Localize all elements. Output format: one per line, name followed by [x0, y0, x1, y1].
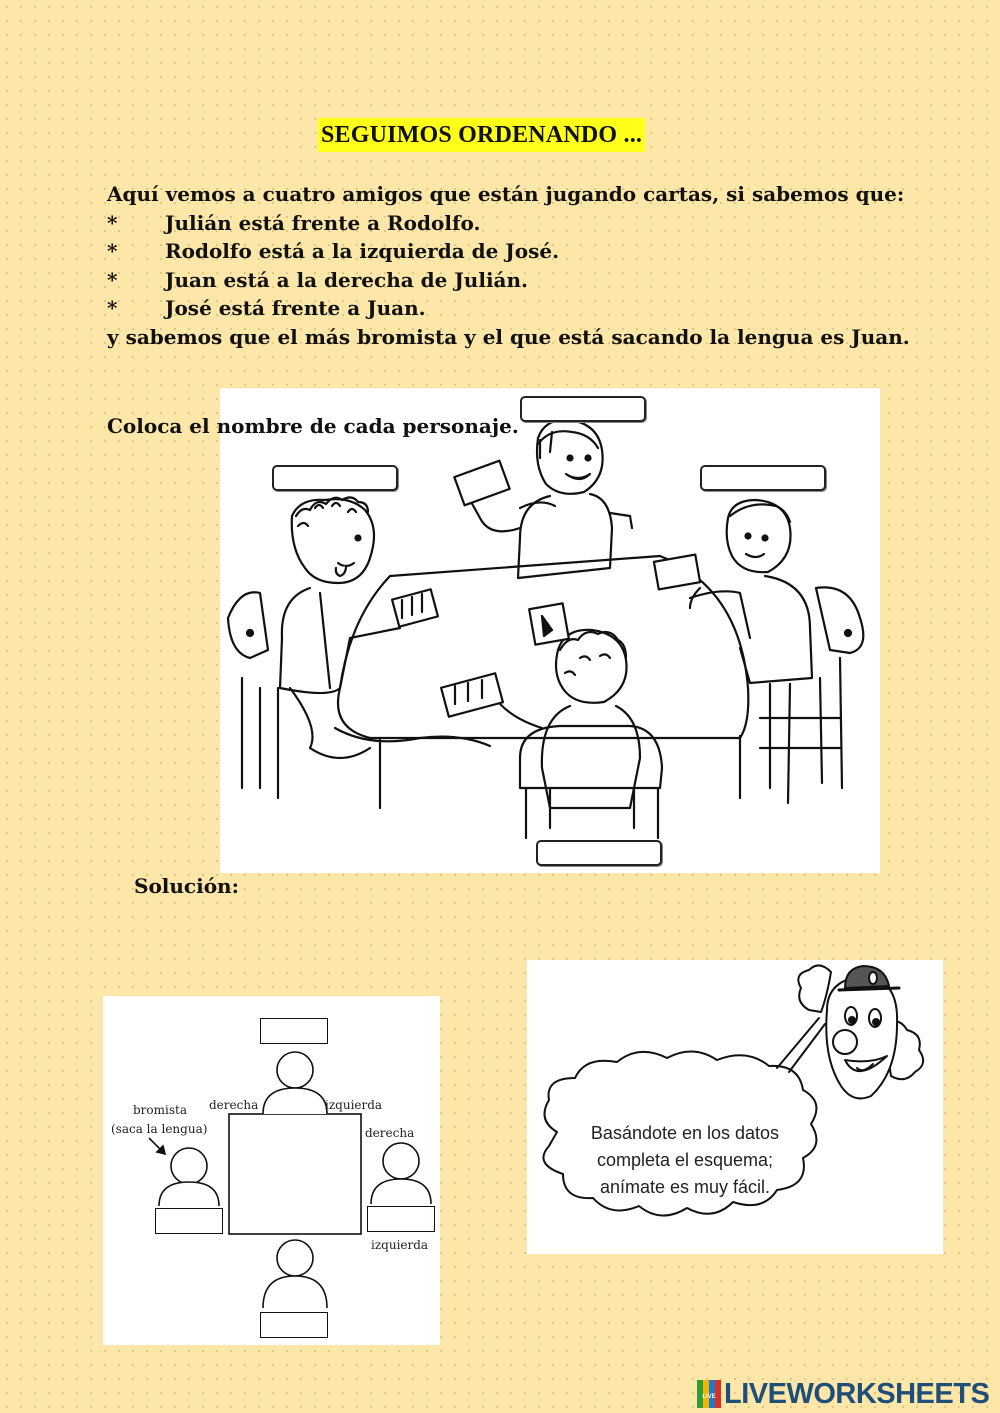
answer-box-bottom[interactable] — [536, 840, 662, 866]
label-bromista: bromista — [133, 1103, 187, 1117]
problem-statement — [107, 180, 927, 351]
clue-3: * Juan está a la derecha de Julián. — [107, 267, 528, 292]
speech-bubble-text — [565, 1120, 805, 1201]
logo-text: LIVEWORKSHEETS — [724, 1377, 990, 1410]
schema-box-top[interactable] — [260, 1018, 328, 1044]
answer-box-left[interactable] — [272, 465, 398, 491]
card-players-drawing — [220, 388, 880, 873]
schema-box-bottom[interactable] — [260, 1312, 328, 1338]
schema-box-left[interactable] — [155, 1208, 223, 1234]
clown-hint-panel — [527, 960, 943, 1254]
clue-4: * José está frente a Juan. — [107, 296, 426, 320]
answer-box-right[interactable] — [700, 465, 826, 491]
bubble-line-3: anímate es muy fácil. — [599, 1177, 771, 1197]
label-saca-lengua: (saca la lengua) — [111, 1122, 208, 1136]
label-izquierda-right: izquierda — [371, 1238, 429, 1252]
clue-2: * Rodolfo está a la izquierda de José. — [107, 239, 560, 263]
instruction: Coloca el nombre de cada personaje. — [107, 414, 519, 438]
schema-drawing — [103, 996, 440, 1345]
schema-box-right[interactable] — [367, 1206, 435, 1232]
svg-text:LIVE: LIVE — [702, 1394, 716, 1400]
intro-line: Aquí vemos a cuatro amigos que están jugando cartas, si sabemos que: — [107, 182, 905, 206]
page-title: SEGUIMOS ORDENANDO ... — [318, 118, 645, 152]
bubble-line-2: completa el esquema; — [596, 1150, 774, 1170]
clue-1: * Julián está frente a Rodolfo. — [107, 210, 481, 235]
bubble-line-1: Basándote en los datos — [590, 1123, 780, 1143]
liveworksheets-mark-icon — [697, 1380, 721, 1408]
seating-schema — [103, 996, 440, 1345]
label-derecha-right: derecha — [365, 1126, 415, 1140]
answer-box-top[interactable] — [520, 396, 646, 422]
card-game-illustration — [220, 388, 880, 873]
label-derecha-top: derecha — [209, 1098, 259, 1112]
solution-label: Solución: — [134, 874, 239, 898]
clown-illustration — [527, 960, 943, 1254]
closing-line: y sabemos que el más bromista y el que está sacando la lengua es Juan. — [107, 324, 910, 349]
liveworksheets-logo — [697, 1377, 989, 1411]
label-izquierda-top: izquierda — [325, 1098, 383, 1112]
